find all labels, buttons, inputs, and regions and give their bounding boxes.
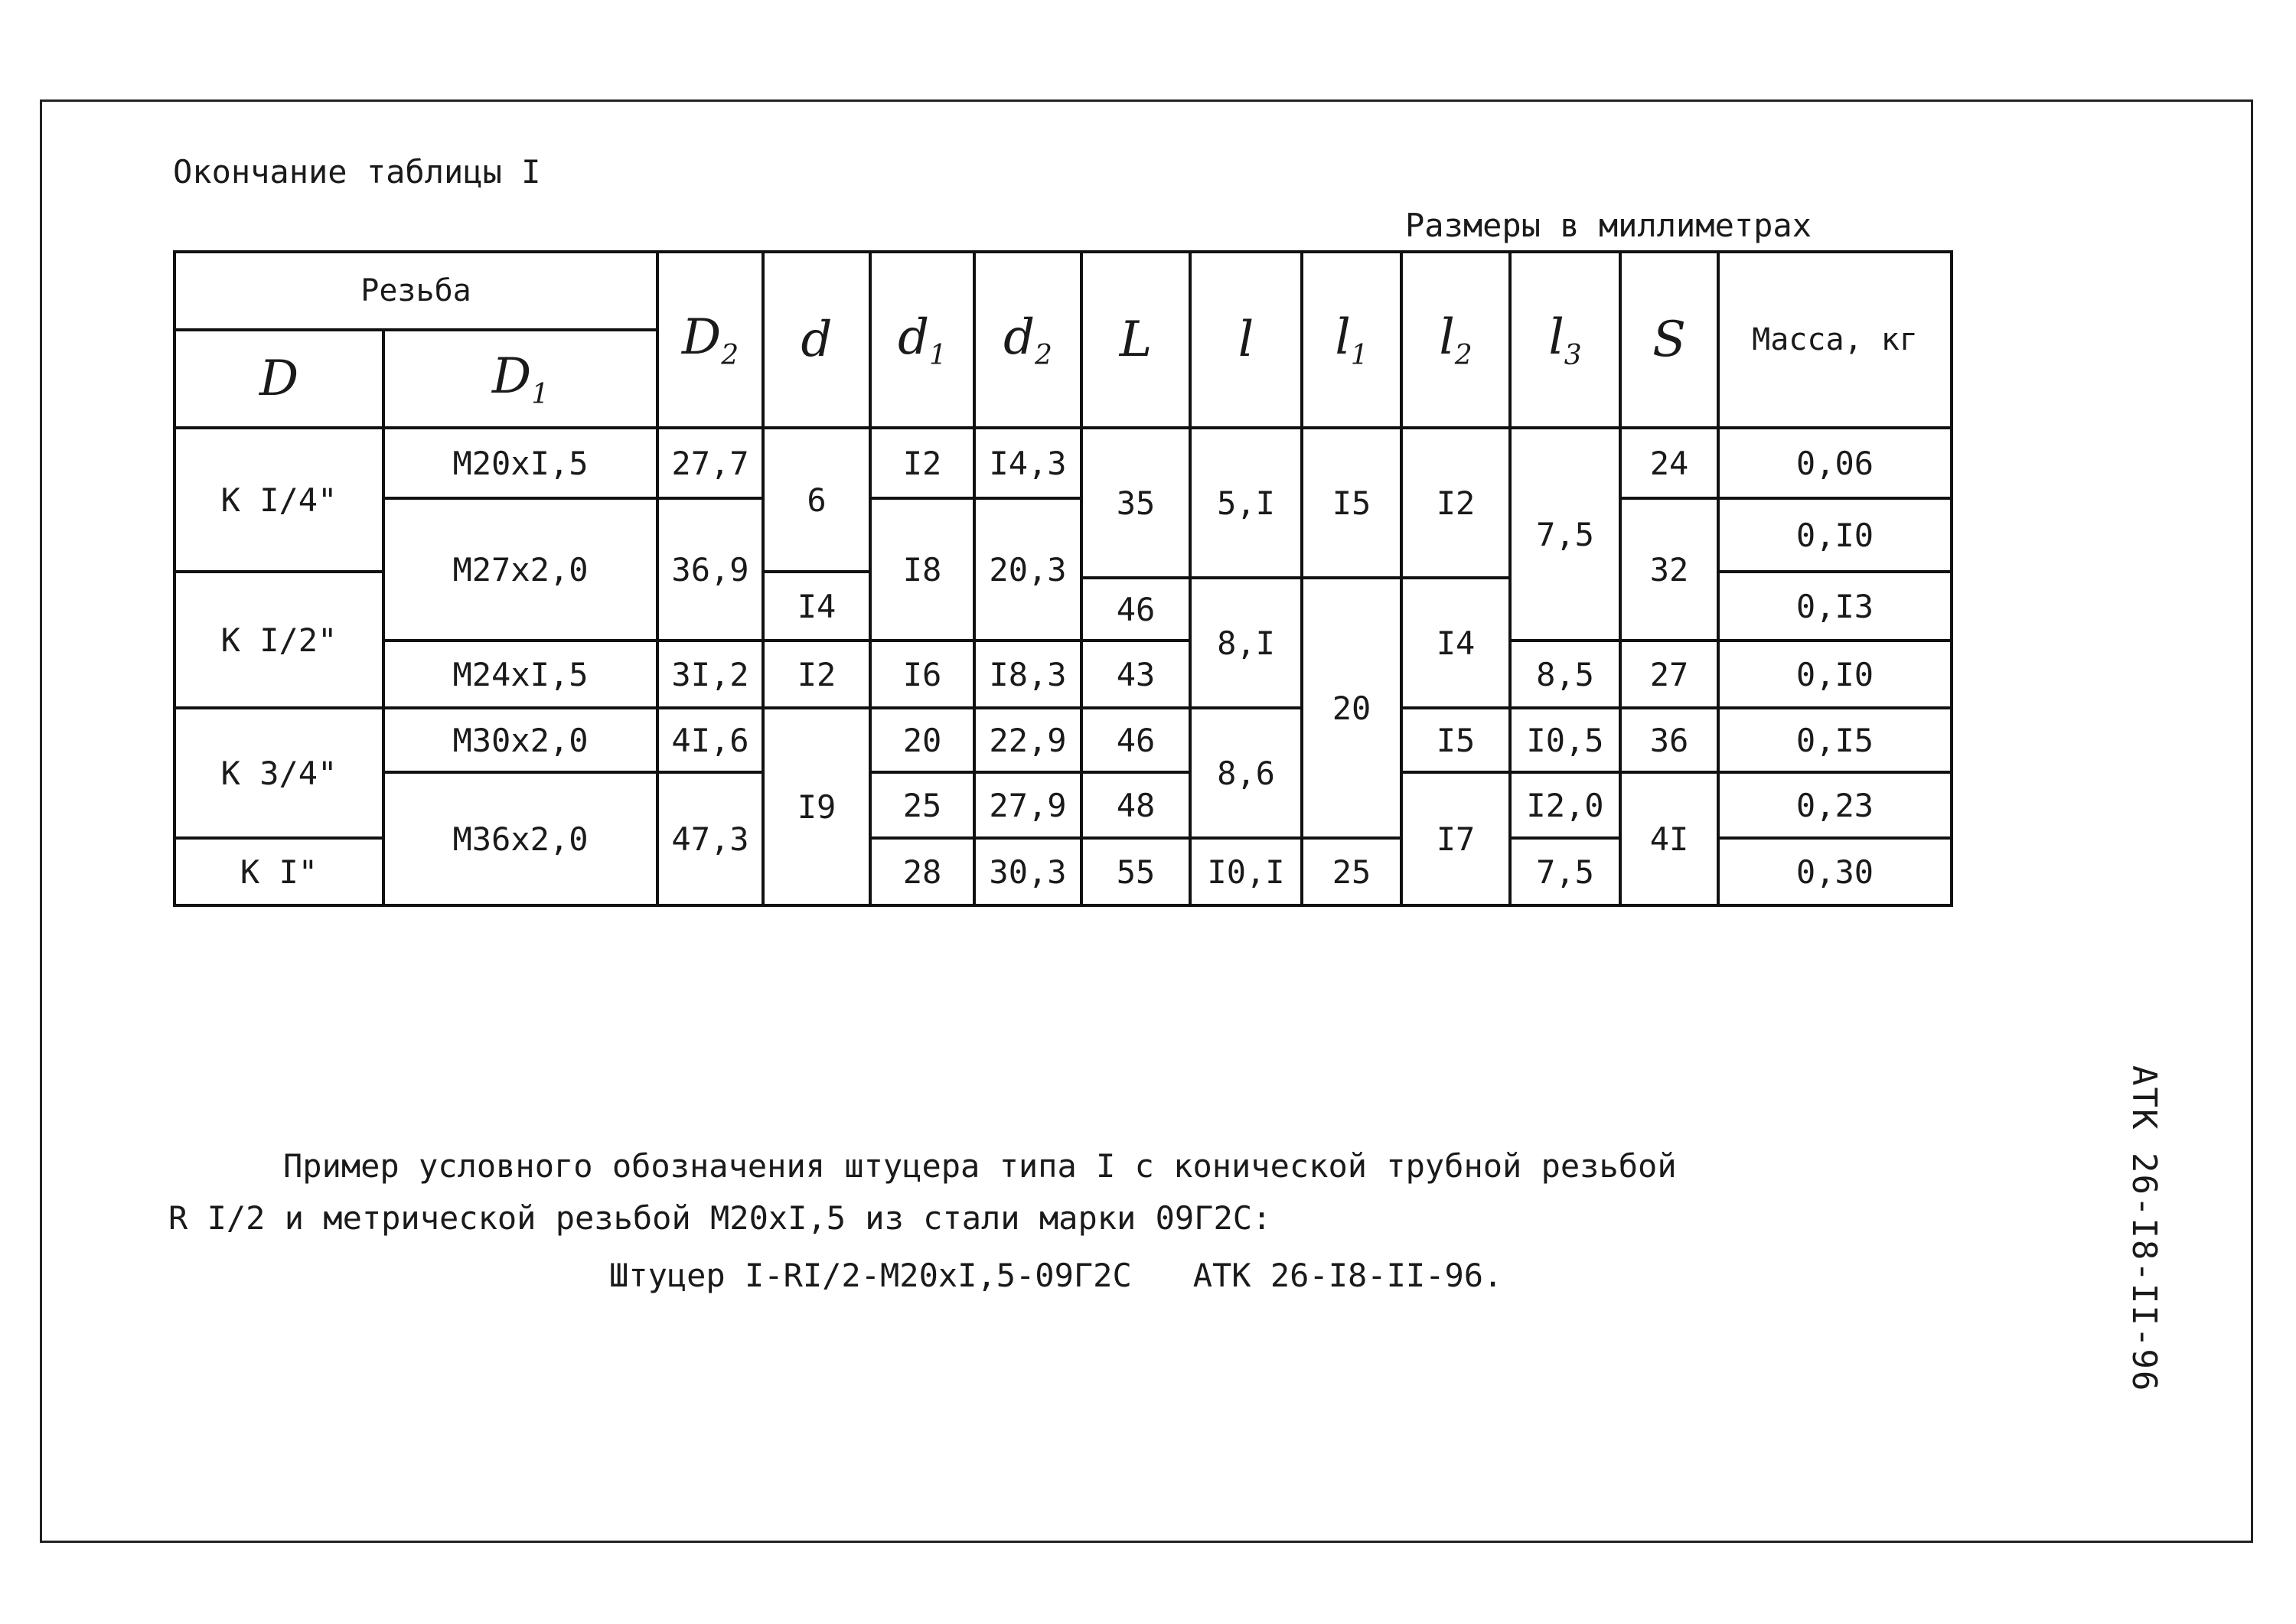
cell-l2: I4 bbox=[1401, 578, 1510, 708]
designation-code: Штуцер I-RI/2-М20хI,5-09Г2С bbox=[609, 1257, 1132, 1294]
cell-D2: 3I,2 bbox=[657, 641, 763, 708]
cell-D1: М36х2,0 bbox=[383, 772, 657, 905]
cell-S: 24 bbox=[1620, 428, 1718, 498]
cell-d2: 20,3 bbox=[974, 498, 1081, 641]
cell-L: 35 bbox=[1081, 428, 1190, 578]
cell-l1: I5 bbox=[1302, 428, 1401, 578]
cell-D1: М27х2,0 bbox=[383, 498, 657, 641]
cell-mass: 0,23 bbox=[1718, 772, 1952, 838]
cell-S: 4I bbox=[1620, 772, 1718, 905]
designation-ref: АТК 26-I8-II-96. bbox=[1192, 1257, 1503, 1294]
cell-d1: I8 bbox=[870, 498, 974, 641]
header-l: l bbox=[1190, 252, 1302, 428]
document-code: АТК 26-I8-II-96 bbox=[2125, 1065, 2164, 1393]
cell-d1: 28 bbox=[870, 838, 974, 905]
header-S: S bbox=[1620, 252, 1718, 428]
cell-D: К I" bbox=[174, 838, 383, 905]
cell-l3: 7,5 bbox=[1510, 838, 1620, 905]
cell-d1: I2 bbox=[870, 428, 974, 498]
cell-l1: 25 bbox=[1302, 838, 1401, 905]
header-thread: Резьба bbox=[174, 252, 657, 330]
cell-L: 46 bbox=[1081, 708, 1190, 772]
cell-d2: 27,9 bbox=[974, 772, 1081, 838]
cell-L: 55 bbox=[1081, 838, 1190, 905]
header-d: d bbox=[763, 252, 870, 428]
cell-mass: 0,I0 bbox=[1718, 641, 1952, 708]
header-l1: $l_1$ bbox=[1302, 252, 1401, 428]
header-mass: Масса, кг bbox=[1718, 252, 1952, 428]
cell-l2: I2 bbox=[1401, 428, 1510, 578]
cell-D: К I/2" bbox=[174, 572, 383, 708]
cell-d2: I8,3 bbox=[974, 641, 1081, 708]
cell-d1: 20 bbox=[870, 708, 974, 772]
example-text bbox=[168, 1140, 1776, 1244]
cell-d: I2 bbox=[763, 641, 870, 708]
cell-D2: 36,9 bbox=[657, 498, 763, 641]
cell-d2: 30,3 bbox=[974, 838, 1081, 905]
cell-mass: 0,I3 bbox=[1718, 572, 1952, 641]
cell-d1: I6 bbox=[870, 641, 974, 708]
header-d2: $d_2$ bbox=[974, 252, 1081, 428]
cell-l: 5,I bbox=[1190, 428, 1302, 578]
cell-mass: 0,06 bbox=[1718, 428, 1952, 498]
cell-S: 27 bbox=[1620, 641, 1718, 708]
cell-D2: 47,3 bbox=[657, 772, 763, 905]
header-D2: $D_2$ bbox=[657, 252, 763, 428]
header-D: D bbox=[174, 330, 383, 428]
cell-mass: 0,30 bbox=[1718, 838, 1952, 905]
header-d1: $d_1$ bbox=[870, 252, 974, 428]
cell-L: 43 bbox=[1081, 641, 1190, 708]
cell-l3: I2,0 bbox=[1510, 772, 1620, 838]
cell-L: 46 bbox=[1081, 578, 1190, 641]
cell-l3: 7,5 bbox=[1510, 428, 1620, 641]
cell-d: I4 bbox=[763, 572, 870, 641]
cell-l3: 8,5 bbox=[1510, 641, 1620, 708]
cell-D1: М20хI,5 bbox=[383, 428, 657, 498]
header-L: L bbox=[1081, 252, 1190, 428]
cell-d2: I4,3 bbox=[974, 428, 1081, 498]
dimensions-table bbox=[173, 250, 1953, 907]
cell-S: 32 bbox=[1620, 498, 1718, 641]
units-note: Размеры в миллиметрах bbox=[1405, 207, 1812, 244]
cell-D: К 3/4" bbox=[174, 708, 383, 838]
designation-example bbox=[609, 1257, 1502, 1294]
cell-l1: 20 bbox=[1302, 578, 1401, 838]
cell-d2: 22,9 bbox=[974, 708, 1081, 772]
cell-l3: I0,5 bbox=[1510, 708, 1620, 772]
cell-D2: 4I,6 bbox=[657, 708, 763, 772]
cell-l: 8,I bbox=[1190, 578, 1302, 708]
cell-l2: I5 bbox=[1401, 708, 1510, 772]
cell-D1: М24хI,5 bbox=[383, 641, 657, 708]
cell-l: 8,6 bbox=[1190, 708, 1302, 838]
header-l2: $l_2$ bbox=[1401, 252, 1510, 428]
example-line-1: Пример условного обозначения штуцера типа I с конической трубной резьбой bbox=[283, 1147, 1677, 1185]
cell-l2: I7 bbox=[1401, 772, 1510, 905]
cell-mass: 0,I5 bbox=[1718, 708, 1952, 772]
cell-mass: 0,I0 bbox=[1718, 498, 1952, 572]
example-line-2: R I/2 и метрической резьбой М20хI,5 из стали марки 09Г2С: bbox=[168, 1199, 1272, 1237]
cell-d: I9 bbox=[763, 708, 870, 905]
header-l3: $l_3$ bbox=[1510, 252, 1620, 428]
cell-d: 6 bbox=[763, 428, 870, 572]
header-D1: $D_1$ bbox=[383, 330, 657, 428]
cell-d1: 25 bbox=[870, 772, 974, 838]
cell-L: 48 bbox=[1081, 772, 1190, 838]
cell-l: I0,I bbox=[1190, 838, 1302, 905]
cell-S: 36 bbox=[1620, 708, 1718, 772]
table-caption: Окончание таблицы I bbox=[173, 153, 541, 191]
cell-D: К I/4" bbox=[174, 428, 383, 572]
cell-D1: М30х2,0 bbox=[383, 708, 657, 772]
cell-D2: 27,7 bbox=[657, 428, 763, 498]
